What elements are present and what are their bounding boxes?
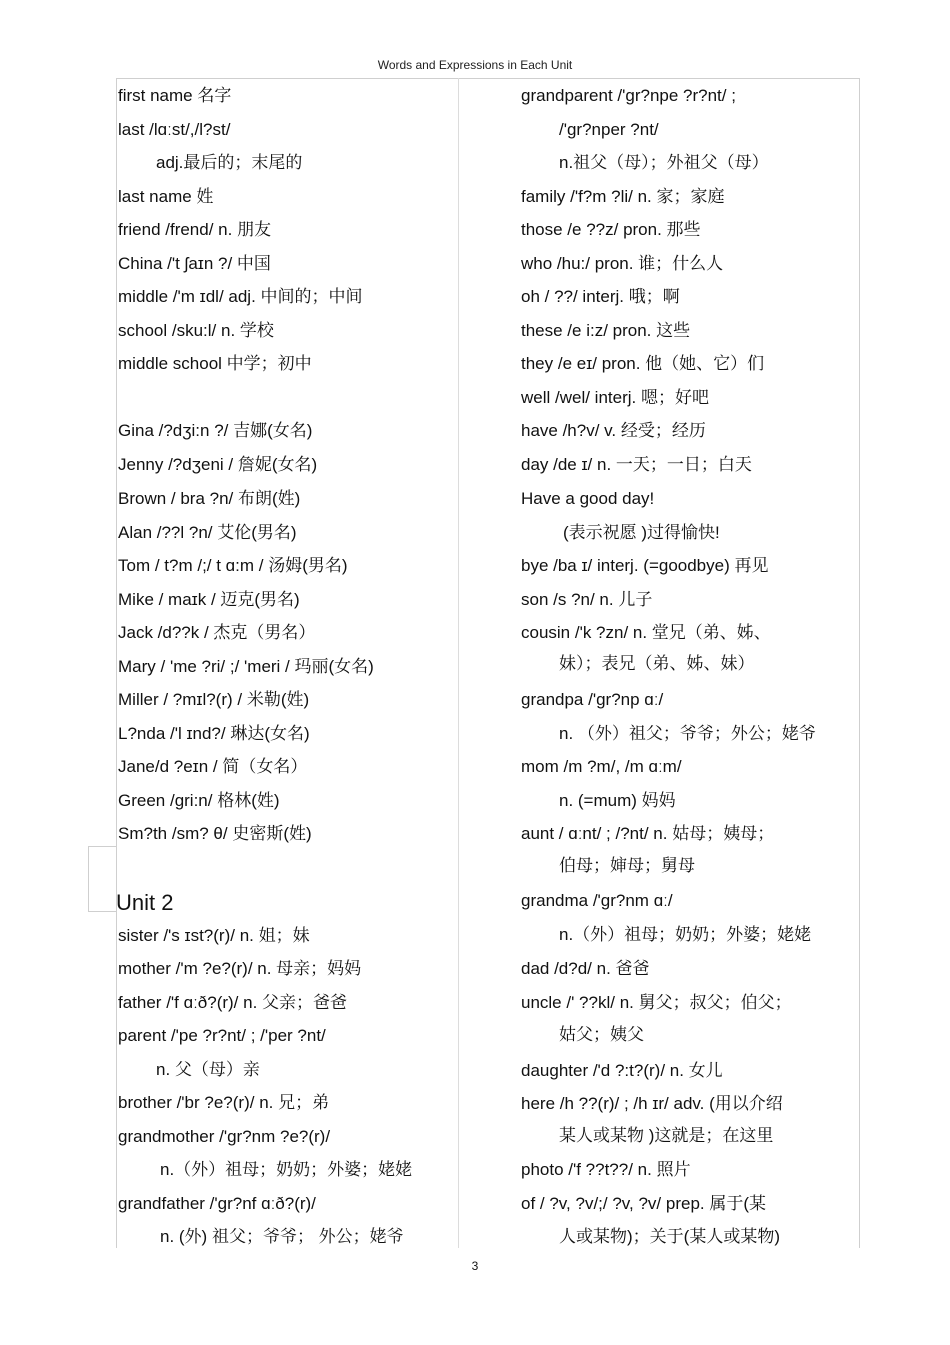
vocab-line: n. （外）祖父；爷爷；外公；姥爷 [559,724,816,743]
vocab-line: grandpa /'gr?np ɑː/ [521,690,664,709]
vocab-line: photo /'f ??t??/ n. 照片 [521,1160,691,1179]
vocab-line: mother /'m ?e?(r)/ n. 母亲；妈妈 [118,959,362,978]
vocab-line: grandparent /'gr?npe ?r?nt/ ; [521,86,736,105]
vocab-line: (表示祝愿 )过得愉快! [563,523,720,542]
vocab-line: Have a good day! [521,489,655,508]
vocab-line: dad /d?d/ n. 爸爸 [521,959,650,978]
vocab-line: Tom / t?m /;/ t ɑ:m / 汤姆(男名) [118,556,348,575]
vocab-line: these /e i:z/ pron. 这些 [521,321,691,340]
vocab-line: L?nda /'l ɪnd?/ 琳达(女名) [118,724,310,743]
vocab-line: 某人或某物 )这就是；在这里 [559,1126,774,1145]
vocab-line: 妹）；表兄（弟、姊、妹） [559,654,755,673]
vocab-line: Miller / ?mɪl?(r) / 米勒(姓) [118,690,310,709]
vocab-line: brother /'br ?e?(r)/ n. 兄；弟 [118,1093,330,1112]
vocab-line: son /s ?n/ n. 儿子 [521,590,653,609]
margin-box [88,846,116,912]
vocab-line: school /sku:l/ n. 学校 [118,321,274,340]
vocab-line: daughter /'d ?:t?(r)/ n. 女儿 [521,1061,723,1080]
vocab-line: grandma /'gr?nm ɑː/ [521,891,673,910]
vocab-line: 姑父；姨父 [559,1025,644,1044]
vocab-line: Jack /d??k / 杰克（男名） [118,623,316,642]
vocab-line: Mike / maɪk / 迈克(男名) [118,590,300,609]
unit-heading: Unit 2 [116,890,174,915]
vocab-line: parent /'pe ?r?nt/ ; /'per ?nt/ [118,1026,326,1045]
vocab-line: cousin /'k ?zn/ n. 堂兄（弟、姊、 [521,623,771,642]
vocab-line: bye /ba ɪ/ interj. (=goodbye) 再见 [521,556,769,575]
vocab-line: Sm?th /sm? θ/ 史密斯(姓) [118,824,312,843]
vocab-line: friend /frend/ n. 朋友 [118,220,272,239]
vocab-line: day /de ɪ/ n. 一天；一日；白天 [521,455,752,474]
vocab-line: last /lɑːst/,/l?st/ [118,120,231,139]
vocab-line: of / ?v, ?v/;/ ?v, ?v/ prep. 属于(某 [521,1194,767,1213]
vocab-line: Green /gri:n/ 格林(姓) [118,791,280,810]
vocab-line: 伯母；婶母；舅母 [559,856,695,875]
vocab-line: Mary / 'me ?ri/ ;/ 'meri / 玛丽(女名) [118,657,374,676]
vocab-line: Gina /?dʒi:n ?/ 吉娜(女名) [118,421,313,440]
vocab-line: /'gr?nper ?nt/ [559,120,659,139]
vocab-line: Alan /??l ?n/ 艾伦(男名) [118,523,297,542]
vocab-line: have /h?v/ v. 经受；经历 [521,421,706,440]
vocab-line: n.（外）祖母；奶奶；外婆；姥姥 [559,925,812,944]
vocab-line: Jenny /?dʒeni / 詹妮(女名) [118,455,318,474]
vocab-line: those /e ??z/ pron. 那些 [521,220,701,239]
vocab-line: n.（外）祖母；奶奶；外婆；姥姥 [160,1160,413,1179]
vocab-line: oh / ??/ interj. 哦；啊 [521,287,680,306]
vocab-line: middle school 中学；初中 [118,354,312,373]
vocab-line: family /'f?m ?li/ n. 家；家庭 [521,187,725,206]
vocab-line: Jane/d ?eɪn / 简（女名） [118,757,308,776]
vocab-line: grandmother /'gr?nm ?e?(r)/ [118,1127,331,1146]
vocab-line: here /h ??(r)/ ; /h ɪr/ adv. (用以介绍 [521,1094,783,1113]
vocab-line: adj.最后的；末尾的 [156,153,303,172]
vocab-line: uncle /' ??kl/ n. 舅父；叔父；伯父； [521,993,792,1012]
page-number: 3 [471,1259,479,1273]
vocab-line: n.祖父（母）；外祖父（母） [559,153,769,172]
vocab-line: last name 姓 [118,187,214,206]
column-divider [458,78,459,1248]
vocab-line: sister /'s ɪst?(r)/ n. 姐；妹 [118,926,310,945]
vocab-line: well /wel/ interj. 嗯；好吧 [521,388,709,407]
vocab-line: who /hu:/ pron. 谁；什么人 [521,254,724,273]
vocab-line: mom /m ?m/, /m ɑːm/ [521,757,682,776]
vocab-line: father /'f ɑːð?(r)/ n. 父亲；爸爸 [118,993,348,1012]
vocab-line: 人或某物)；关于(某人或某物) [559,1227,780,1246]
vocab-line: grandfather /'gr?nf ɑːð?(r)/ [118,1194,316,1213]
vocab-line: China /'t ʃaɪn ?/ 中国 [118,254,271,273]
vocab-line: n. 父（母）亲 [156,1060,260,1079]
vocab-line: middle /'m ɪdl/ adj. 中间的；中间 [118,287,363,306]
vocab-line: first name 名字 [118,86,232,105]
vocab-line: Brown / bra ?n/ 布朗(姓) [118,489,301,508]
vocab-line: aunt / ɑːnt/ ; /?nt/ n. 姑母；姨母； [521,824,775,843]
vocab-line: n. (外) 祖父；爷爷； 外公；姥爷 [160,1227,404,1246]
page-header: Words and Expressions in Each Unit [377,58,573,72]
vocab-line: they /e eɪ/ pron. 他（她、它）们 [521,354,765,373]
vocab-line: n. (=mum) 妈妈 [559,791,676,810]
